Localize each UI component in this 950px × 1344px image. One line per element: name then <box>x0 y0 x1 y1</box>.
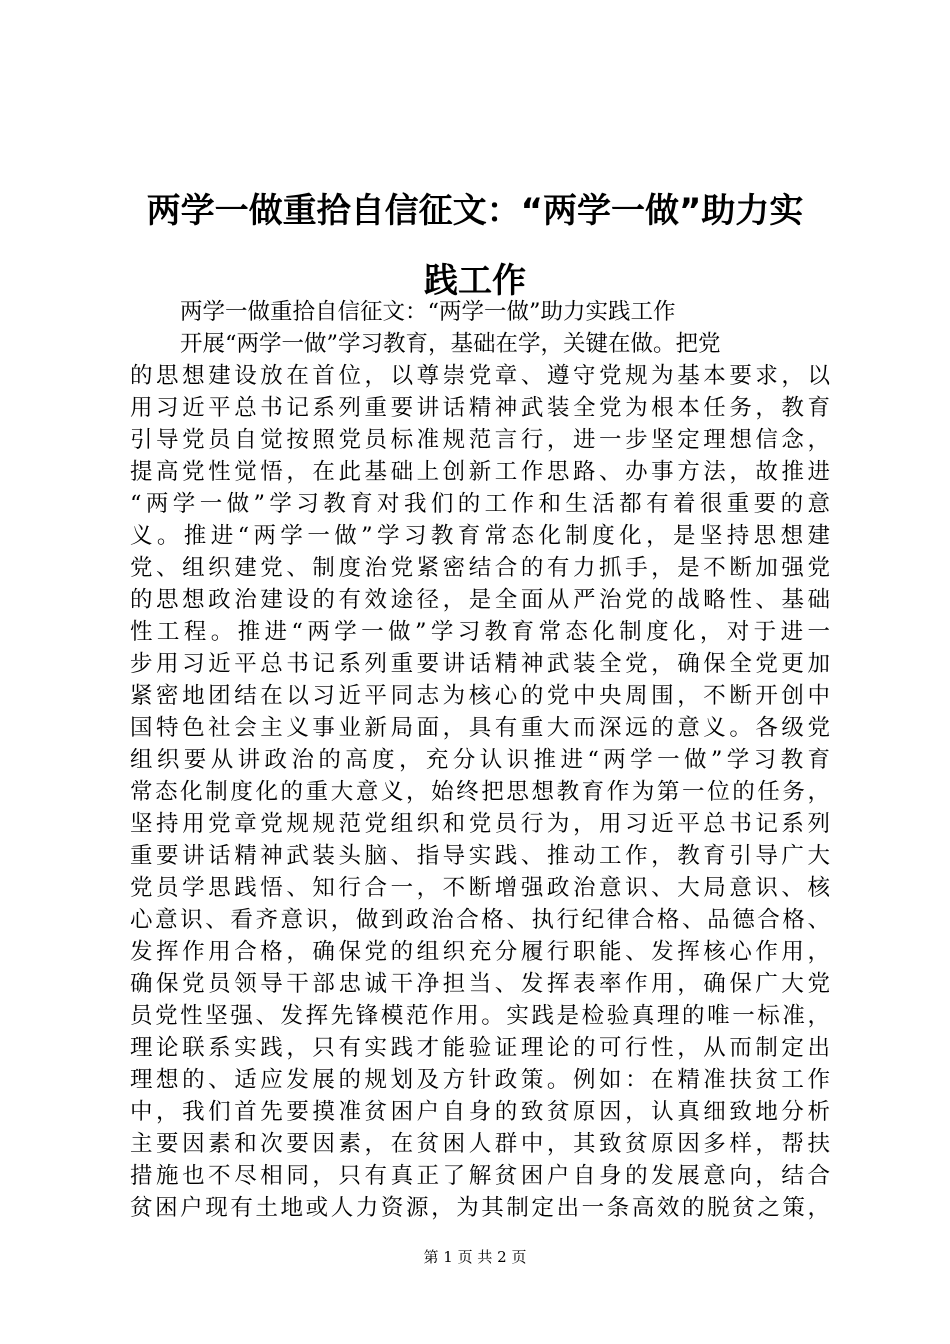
body-line: 组织要从讲政治的高度，充分认识推进“两学一做”学习教育 <box>130 747 830 773</box>
body-line: 理想的、适应发展的规划及方针政策。例如：在精准扶贫工作 <box>130 1067 830 1093</box>
body-line: 发挥作用合格，确保党的组织充分履行职能、发挥核心作用， <box>130 939 830 965</box>
body-line: 性工程。推进“两学一做”学习教育常态化制度化，对于进一 <box>130 619 830 645</box>
body-line: 引导党员自觉按照党员标准规范言行，进一步坚定理想信念， <box>130 427 830 453</box>
title-line-2: 践工作 <box>424 261 526 301</box>
body-line: 提高党性觉悟，在此基础上创新工作思路、办事方法，故推进 <box>130 459 830 485</box>
body-line: 坚持用党章党规规范党组织和党员行为，用习近平总书记系列 <box>130 811 830 837</box>
body-line: 心意识、看齐意识，做到政治合格、执行纪律合格、品德合格、 <box>130 907 830 933</box>
body-line: 的思想建设放在首位，以尊崇党章、遵守党规为基本要求，以 <box>130 363 830 389</box>
body-line: 国特色社会主义事业新局面，具有重大而深远的意义。各级党 <box>130 715 830 741</box>
body-line: 常态化制度化的重大意义，始终把思想教育作为第一位的任务， <box>130 779 830 805</box>
title-line-1: 两学一做重拾自信征文：“两学一做”助力实 <box>146 191 804 231</box>
body-line: “两学一做”学习教育对我们的工作和生活都有着很重要的意 <box>130 491 830 517</box>
body-line: 两学一做重拾自信征文：“两学一做”助力实践工作 <box>180 299 676 325</box>
body-line: 措施也不尽相同，只有真正了解贫困户自身的发展意向，结合 <box>130 1163 830 1189</box>
page-footer: 第 1 页 共 2 页 <box>423 1248 527 1266</box>
body-line: 中，我们首先要摸准贫困户自身的致贫原因，认真细致地分析 <box>130 1099 830 1125</box>
body-line: 党员学思践悟、知行合一，不断增强政治意识、大局意识、核 <box>130 875 830 901</box>
body-line: 主要因素和次要因素，在贫困人群中，其致贫原因多样，帮扶 <box>130 1131 830 1157</box>
body-line: 的思想政治建设的有效途径，是全面从严治党的战略性、基础 <box>130 587 830 613</box>
body-line: 理论联系实践，只有实践才能验证理论的可行性，从而制定出 <box>130 1035 830 1061</box>
body-line: 义。推进“两学一做”学习教育常态化制度化，是坚持思想建 <box>130 523 830 549</box>
body-line: 确保党员领导干部忠诚干净担当、发挥表率作用，确保广大党 <box>130 971 830 997</box>
body-line: 开展“两学一做”学习教育，基础在学，关键在做。把党 <box>180 331 721 357</box>
body-line: 重要讲话精神武装头脑、指导实践、推动工作，教育引导广大 <box>130 843 830 869</box>
body-line: 用习近平总书记系列重要讲话精神武装全党为根本任务，教育 <box>130 395 830 421</box>
body-line: 员党性坚强、发挥先锋模范作用。实践是检验真理的唯一标准， <box>130 1003 830 1029</box>
document-body <box>130 296 830 1224</box>
body-line: 紧密地团结在以习近平同志为核心的党中央周围，不断开创中 <box>130 683 830 709</box>
body-line: 党、组织建党、制度治党紧密结合的有力抓手，是不断加强党 <box>130 555 830 581</box>
body-line: 贫困户现有土地或人力资源，为其制定出一条高效的脱贫之策， <box>130 1195 830 1221</box>
body-line: 步用习近平总书记系列重要讲话精神武装全党，确保全党更加 <box>130 651 830 677</box>
